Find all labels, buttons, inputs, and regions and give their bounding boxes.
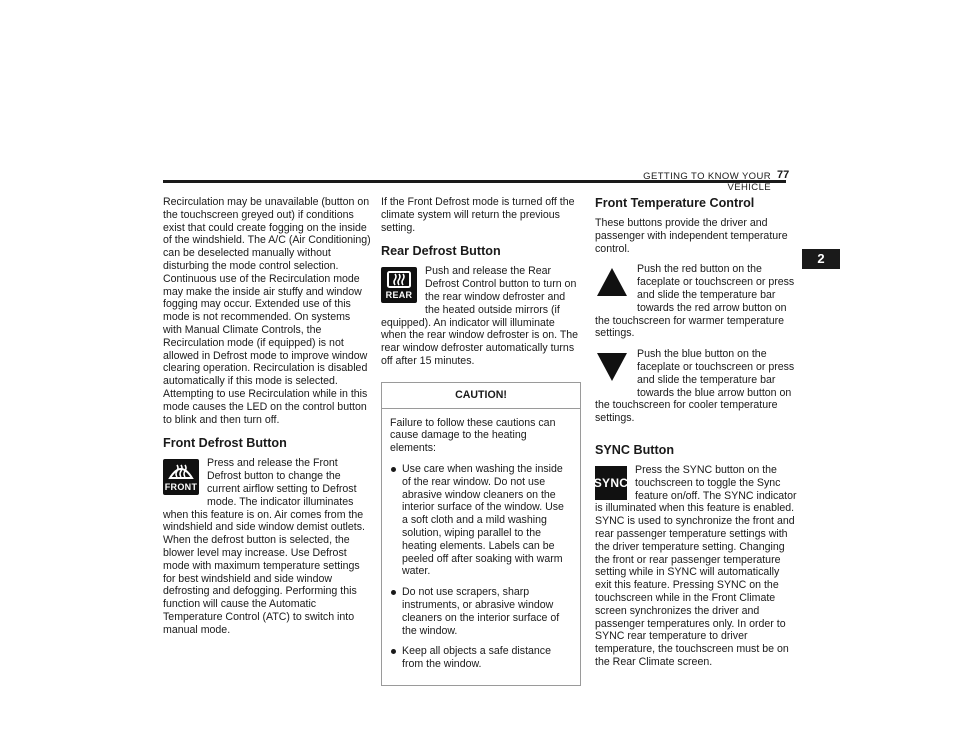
caution-title: CAUTION! <box>382 383 580 409</box>
sync-heading: SYNC Button <box>595 442 675 457</box>
caution-item: Do not use scrapers, sharp instruments, or abrasive window cleaners on the interior surface of the window. <box>390 586 572 637</box>
temp-up-paragraph: Push the red button on the faceplate or touchscreen or press and slide the temperature bar towards the red arrow button on the touchscreen for warmer temperature settings. <box>595 263 795 340</box>
chapter-tab: 2 <box>802 249 840 269</box>
column-2 <box>381 196 581 686</box>
front-icon-label: FRONT <box>164 482 198 493</box>
front-defrost-icon <box>163 459 199 495</box>
sync-icon-label: SYNC <box>595 466 627 500</box>
rear-defrost-icon <box>381 267 417 303</box>
rear-defrost-heading: Rear Defrost Button <box>381 244 501 259</box>
temp-up-triangle-icon <box>595 265 629 303</box>
recirculation-paragraph: Recirculation may be unavailable (button on the touchscreen greyed out) if conditions exist that could create fogging on the inside of the windshield. The A/C (Air Conditioning) can be deselected manually without disturbing the mode control selection. Continuous use of the Recirculation mode may make the inside air stuffy and window fogging may occur. Extended use of this mode is not recommended. On systems with Manual Climate Controls, the Recirculation mode (if equipped) is not allowed in Defrost mode to improve window clearing operation. Recirculation is disabled automatically if this mode is selected. Attempting to use Recirculation while in this mode causes the LED on the control button to blink and then turn off. <box>163 196 371 426</box>
page-number: 77 <box>777 169 790 181</box>
rear-defrost-paragraph: Push and release the Rear Defrost Control button to turn on the rear window defroster and the heated outside mirrors (if equipped). An indicator will illuminate when the rear window defroster is on. The rear window defroster automatically turns off after 15 minutes. <box>381 265 579 367</box>
temperature-intro: These buttons provide the driver and passenger with independent temperature control. <box>595 217 788 255</box>
rear-icon-label: REAR <box>385 290 413 301</box>
front-defrost-heading: Front Defrost Button <box>163 436 287 451</box>
caution-item: Keep all objects a safe distance from the window. <box>390 645 572 671</box>
column-3 <box>595 196 797 677</box>
front-defrost-paragraph: Press and release the Front Defrost button to change the current airflow setting to Defrost mode. The indicator illuminates when this feature is on. Air comes from the windshield and side window demist outlets. When the defrost button is selected, the blower level may increase. Use Defrost mode with maximum temperature settings for best windshield and side window defrosting and defogging. Performing this function will cause the Automatic Temperature Control (ATC) to switch into manual mode. <box>163 457 365 636</box>
caution-intro: Failure to follow these cautions can cause damage to the heating elements: <box>390 416 556 455</box>
caution-list <box>390 463 572 671</box>
column-1 <box>163 196 371 645</box>
temp-down-paragraph: Push the blue button on the faceplate or touchscreen or press and slide the temperature bar towards the blue arrow button on the touchscreen for cooler temperature settings. <box>595 348 795 425</box>
temperature-heading: Front Temperature Control <box>595 196 755 210</box>
sync-paragraph: Press the SYNC button on the touchscreen to toggle the Sync feature on/off. The SYNC indicator is illuminated when this feature is enabled. SYNC is used to synchronize the front and rear passenger temperature settings with the driver temperature setting. Changing the front or rear passenger temperature setting while in SYNC will automatically exit this feature. Pressing SYNC on the touchscreen while in the Front Climate screen synchronizes the driver and passenger temperatures only. In order to SYNC rear temperature to driver temperature, the touchscreen must be on the Rear Climate screen. <box>595 463 797 668</box>
sync-icon <box>595 466 627 500</box>
section-title: GETTING TO KNOW YOUR VEHICLE <box>643 171 771 193</box>
caution-item: Use care when washing the inside of the rear window. Do not use abrasive window cleaners on the interior surface of the window. Use a soft cloth and a mild washing solution, wiping parallel to the heating elements. Labels can be peeled off after soaking with warm water. <box>390 463 572 578</box>
temp-down-triangle-icon <box>595 350 629 388</box>
caution-box <box>381 382 581 686</box>
front-defrost-off-paragraph: If the Front Defrost mode is turned off the climate system will return the previous setting. <box>381 196 575 234</box>
